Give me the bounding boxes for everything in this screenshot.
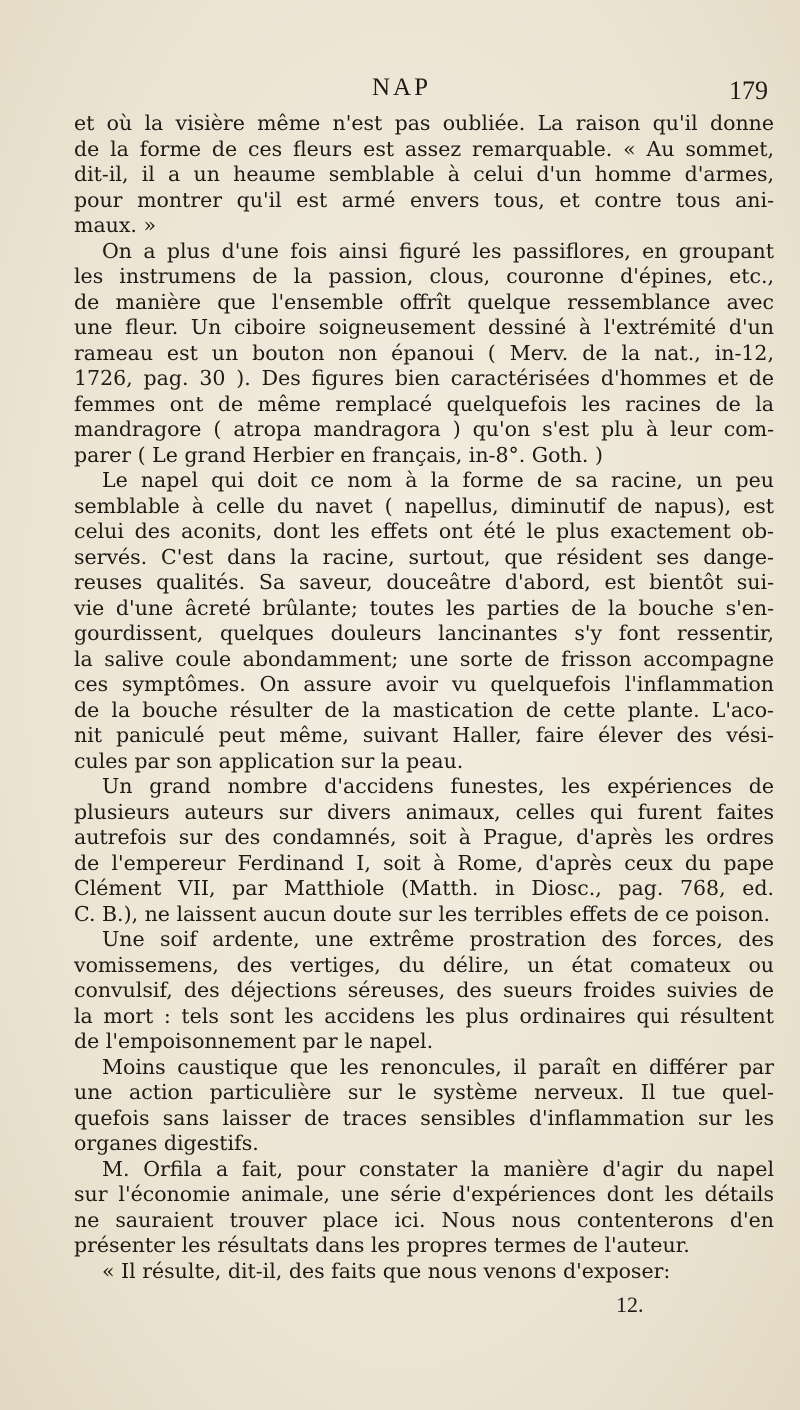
running-head: NAP xyxy=(372,74,432,101)
text-line: « Il résulte, dit-il, des faits que nous venons d'exposer: xyxy=(102,1258,671,1283)
text-line: gourdissent, quelques douleurs lancinantes s'y font ressentir, xyxy=(74,621,774,645)
text-line: servés. C'est dans la racine, surtout, que résident ses dange- xyxy=(74,544,774,569)
text-line: une fleur. Un ciboire soigneusement dessiné à l'extrémité d'un xyxy=(74,315,774,339)
text-line: ces symptômes. On assure avoir vu quelquefois l'inflammation xyxy=(74,672,774,696)
text-line: mandragore ( atropa mandragora ) qu'on s'est plu à leur com- xyxy=(74,417,774,441)
text-line: quefois sans laisser de traces sensibles d'inflammation sur les xyxy=(74,1105,774,1130)
page-number: 179 xyxy=(729,76,768,105)
text-line: de la bouche résulter de la mastication de cette plante. L'aco- xyxy=(74,697,774,722)
text-line: nit paniculé peut même, suivant Haller, faire élever des vési- xyxy=(74,723,774,747)
text-line: et où la visière même n'est pas oubliée. La raison qu'il donne xyxy=(74,111,774,135)
text-line: femmes ont de même remplacé quelquefois les racines de la xyxy=(74,391,774,416)
text-line: de l'empoisonnement par le napel. xyxy=(74,1029,434,1053)
text-line: de l'empereur Ferdinand I, soit à Rome, d'après ceux du pape xyxy=(74,850,774,875)
text-line: de la forme de ces fleurs est assez remarquable. « Au sommet, xyxy=(74,136,774,161)
text-line: Le napel qui doit ce nom à la forme de sa racine, un peu xyxy=(102,468,774,492)
text-line: Une soif ardente, une extrême prostration des forces, des xyxy=(102,927,774,951)
text-line: Clément VII, par Matthiole (Matth. in Diosc., pag. 768, ed. xyxy=(74,876,774,900)
text-line: les instrumens de la passion, clous, couronne d'épines, etc., xyxy=(74,264,774,288)
text-line: convulsif, des déjections séreuses, des sueurs froides suivies de xyxy=(74,978,774,1002)
text-line: dit-il, il a un heaume semblable à celui d'un homme d'armes, xyxy=(74,162,774,186)
text-line: Moins caustique que les renoncules, il paraît en différer par xyxy=(102,1054,774,1079)
text-line: maux. » xyxy=(74,213,156,237)
text-line: une action particulière sur le système nerveux. Il tue quel- xyxy=(74,1080,774,1104)
text-line: semblable à celle du navet ( napellus, diminutif de napus), est xyxy=(74,493,774,518)
signature-mark: 12. xyxy=(616,1292,644,1317)
text-line: présenter les résultats dans les propres termes de l'auteur. xyxy=(74,1233,690,1257)
text-line: Un grand nombre d'accidens funestes, les expériences de xyxy=(102,774,774,798)
text-line: M. Orfila a fait, pour constater la manière d'agir du napel xyxy=(102,1156,774,1181)
text-line: vie d'une âcreté brûlante; toutes les parties de la bouche s'en- xyxy=(74,595,774,620)
text-line: autrefois sur des condamnés, soit à Prague, d'après les ordres xyxy=(74,825,774,849)
text-line: On a plus d'une fois ainsi figuré les passiflores, en groupant xyxy=(102,238,774,263)
text-line: parer ( Le grand Herbier en français, in-8°. Goth. ) xyxy=(74,442,603,467)
text-line: pour montrer qu'il est armé envers tous, et contre tous ani- xyxy=(74,187,774,212)
text-line: ne sauraient trouver place ici. Nous nous contenterons d'en xyxy=(74,1207,774,1232)
text-line: plusieurs auteurs sur divers animaux, celles qui furent faites xyxy=(74,799,774,824)
page-header xyxy=(0,74,800,110)
text-line: la mort : tels sont les accidens les plus ordinaires qui résultent xyxy=(74,1003,774,1028)
text-line: reuses qualités. Sa saveur, douceâtre d'abord, est bientôt sui- xyxy=(74,570,774,594)
text-line: cules par son application sur la peau. xyxy=(74,748,464,773)
body-text xyxy=(74,111,774,1284)
text-line: de manière que l'ensemble offrît quelque ressemblance avec xyxy=(74,289,774,314)
text-line: C. B.), ne laissent aucun doute sur les terribles effets de ce poison. xyxy=(74,901,771,926)
text-line: 1726, pag. 30 ). Des figures bien caractérisées d'hommes et de xyxy=(74,366,774,390)
text-line: vomissemens, des vertiges, du délire, un état comateux ou xyxy=(74,952,774,977)
text-line: rameau est un bouton non épanoui ( Merv. de la nat., in-12, xyxy=(74,340,774,365)
text-line: celui des aconits, dont les effets ont été le plus exactement ob- xyxy=(74,519,774,543)
text-line: organes digestifs. xyxy=(74,1131,259,1155)
text-line: la salive coule abondamment; une sorte de frisson accompagne xyxy=(74,646,774,671)
text-line: sur l'économie animale, une série d'expériences dont les détails xyxy=(74,1182,774,1206)
